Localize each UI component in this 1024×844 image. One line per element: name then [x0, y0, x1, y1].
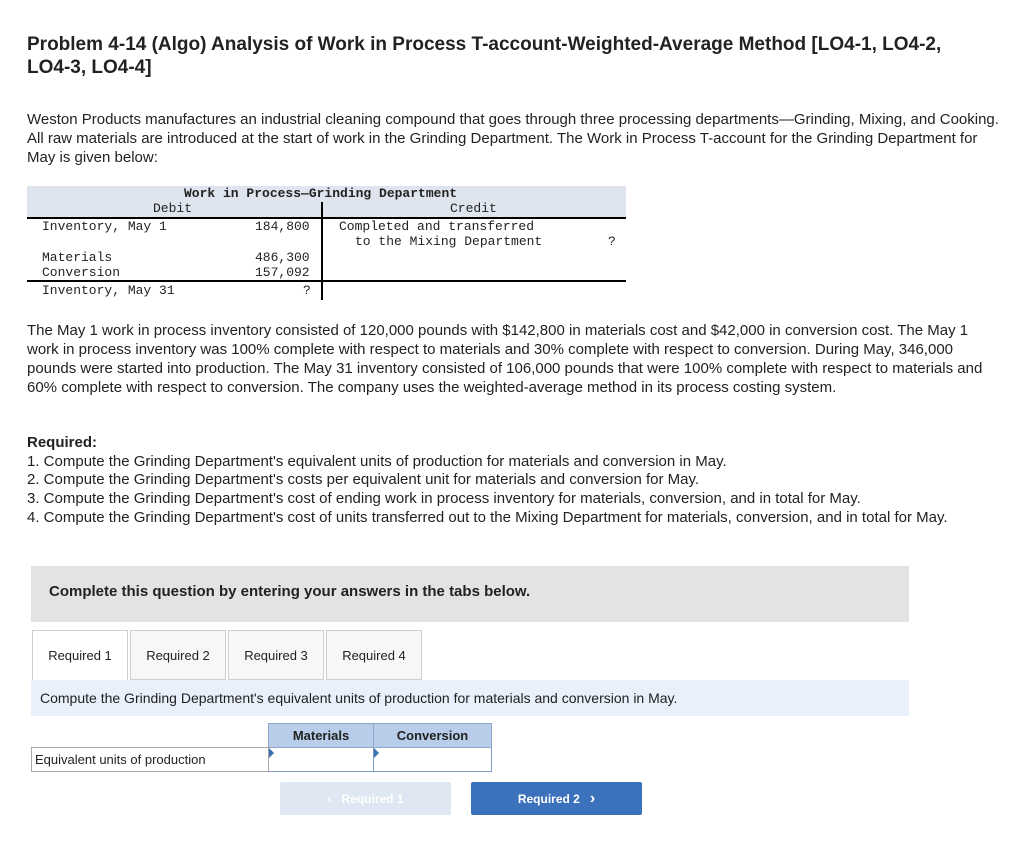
debit-row-value: ?: [303, 283, 311, 298]
required-item: 3. Compute the Grinding Department's cost of ending work in process inventory for materials, conversion, and in total for May.: [27, 490, 861, 507]
next-required-button[interactable]: [471, 782, 642, 815]
required-heading: Required:: [27, 434, 98, 451]
debit-row-label: Inventory, May 31: [42, 283, 175, 298]
panel-text: Complete this question by entering your answers in the tabs below.: [49, 583, 531, 600]
input-marker-icon: [374, 748, 379, 758]
materials-input[interactable]: [269, 748, 373, 771]
instructions-panel: [31, 566, 909, 622]
debit-row-value: 157,092: [255, 265, 310, 280]
materials-column-header: Materials: [269, 724, 374, 748]
required-item: 4. Compute the Grinding Department's cost of units transferred out to the Mixing Department for materials, conversion, and in total for May.: [27, 509, 948, 526]
credit-line-1: Completed and transferred: [339, 219, 535, 234]
chevron-right-icon: ›: [589, 789, 596, 807]
debit-row-value: 184,800: [255, 219, 310, 234]
materials-input-cell[interactable]: [269, 748, 374, 772]
t-account-total-rule: [27, 280, 626, 282]
credit-line-2: to the Mixing Department: [355, 234, 543, 249]
t-account-title: Work in Process—Grinding Department: [184, 186, 458, 201]
t-account: [27, 186, 626, 296]
tab-instruction: Compute the Grinding Department's equivalent units of production for materials and conversion in May.: [40, 690, 678, 706]
tab-required-2[interactable]: Required 2: [130, 630, 226, 680]
problem-title: Problem 4-14 (Algo) Analysis of Work in Process T-account-Weighted-Average Method [LO4-1, LO4-2, LO4-3, LO4-4]: [27, 34, 942, 78]
tab-required-3[interactable]: Required 3: [228, 630, 324, 680]
conversion-column-header: Conversion: [374, 724, 492, 748]
credit-value: ?: [608, 234, 616, 249]
debit-row-label: Conversion: [42, 265, 121, 280]
conversion-input[interactable]: [374, 748, 491, 771]
debit-row-label: Inventory, May 1: [42, 219, 167, 234]
debit-header: Debit: [153, 201, 193, 216]
tab-required-1[interactable]: Required 1: [32, 630, 128, 681]
blank-header-cell: [32, 724, 269, 748]
debit-row-label: Materials: [42, 250, 113, 265]
chevron-left-icon: ‹: [327, 791, 332, 806]
credit-header: Credit: [450, 201, 497, 216]
details-paragraph: The May 1 work in process inventory consisted of 120,000 pounds with $142,800 in materials cost and $42,000 in conversion cost. The May 1 work in process inventory was 100% complete with respect to materials and 30% complete with respect to conversion. During May, 346,000 pounds were started into production. The May 31 inventory consisted of 106,000 pounds that were 100% complete with respect to materials and 60% complete with respect to conversion. The company uses the weighted-average method in its process costing system.: [27, 322, 983, 396]
prev-button-label: Required 1: [341, 791, 404, 806]
debit-row-value: 486,300: [255, 250, 310, 265]
input-marker-icon: [269, 748, 274, 758]
row-label-equivalent-units: Equivalent units of production: [32, 748, 269, 772]
required-item: 1. Compute the Grinding Department's equivalent units of production for materials and conversion in May.: [27, 453, 727, 470]
next-button-label: Required 2: [517, 791, 580, 806]
required-item: 2. Compute the Grinding Department's costs per equivalent unit for materials and conversion for May.: [27, 471, 700, 488]
prev-required-button[interactable]: [280, 782, 451, 815]
tab-required-4[interactable]: Required 4: [326, 630, 422, 680]
intro-paragraph: Weston Products manufactures an industrial cleaning compound that goes through three processing departments—Grinding, Mixing, and Cooking. All raw materials are introduced at the start of work in the Grinding Department. The Work in Process T-account for the Grinding Department for May is given below:: [27, 111, 999, 166]
answer-table: [31, 723, 492, 772]
tab-instruction-bar: [31, 680, 909, 716]
conversion-input-cell[interactable]: [374, 748, 492, 772]
